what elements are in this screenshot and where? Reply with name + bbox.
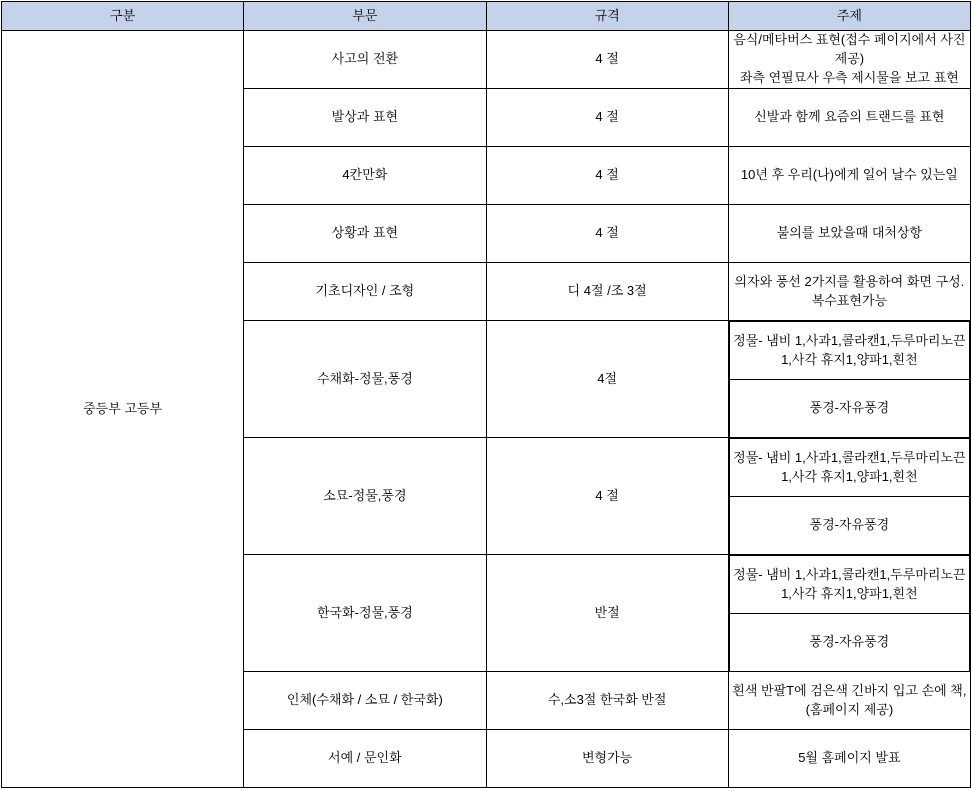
table-row	[2, 31, 971, 89]
spec-cell-3: 4 절	[486, 205, 728, 263]
category-cell	[2, 31, 244, 788]
spec-cell-1: 4 절	[486, 89, 728, 147]
spec-line: 수,소3절	[547, 692, 597, 708]
part-cell-8: 인체(수채화 / 소묘 / 한국화)	[244, 672, 486, 730]
competition-table-sheet	[0, 1, 972, 791]
topic-split-table	[729, 438, 970, 554]
part-cell-6: 소묘-정물,풍경	[244, 438, 486, 555]
topic-line: 정물- 냄비 1,사과1,콜라캔1,두루마리노끈1,사각 휴지1,양파1,흰천	[729, 322, 969, 380]
topic-split-row	[729, 556, 969, 614]
topic-cell-9	[728, 730, 970, 788]
topic-split-row	[729, 439, 969, 497]
topic-cell-2	[728, 147, 970, 205]
topic-cell-0	[728, 31, 970, 89]
topic-cell-1	[728, 89, 970, 147]
header-cell-topic: 주제	[728, 2, 970, 31]
topic-line: 좌측 연필묘사 우측 제시물을 보고 표현	[739, 69, 959, 85]
topic-line: 복수표현가능	[811, 292, 888, 308]
topic-line: 5월 홈페이지 발표	[798, 750, 901, 766]
topic-cell-6	[728, 438, 970, 555]
topic-split-row	[729, 380, 969, 438]
topic-cell-4	[728, 263, 970, 321]
topic-line: 흰색 반팔T에 검은색 긴바지 입고 손에 책,(홈페이지 제공)	[732, 682, 967, 717]
topic-line: 풍경-자유풍경	[729, 614, 969, 672]
topic-line: 정물- 냄비 1,사과1,콜라캔1,두루마리노끈1,사각 휴지1,양파1,흰천	[729, 556, 969, 614]
category-line-2: 고등부	[124, 400, 163, 416]
topic-line: 신발과 함께 요즘의 트랜드를 표현	[754, 109, 945, 125]
table-body	[2, 31, 971, 788]
topic-cell-5	[728, 321, 970, 438]
part-cell-9: 서예 / 문인화	[244, 730, 486, 788]
competition-table	[1, 1, 971, 788]
spec-cell-2: 4 절	[486, 147, 728, 205]
topic-split-row	[729, 614, 969, 672]
topic-line: 풍경-자유풍경	[729, 380, 969, 438]
part-cell-1: 발상과 표현	[244, 89, 486, 147]
spec-cell-5: 4절	[486, 321, 728, 438]
topic-split-table	[729, 321, 970, 437]
spec-line: 한국화 반절	[600, 692, 667, 708]
part-cell-5: 수채화-정물,풍경	[244, 321, 486, 438]
topic-line: 의자와 풍선 2가지를 활용하여 화면 구성.	[734, 273, 965, 289]
topic-cell-3	[728, 205, 970, 263]
header-cell-spec: 규격	[486, 2, 728, 31]
topic-split-row	[729, 497, 969, 555]
table-header	[2, 2, 971, 31]
part-cell-0: 사고의 전환	[244, 31, 486, 89]
part-cell-3: 상황과 표현	[244, 205, 486, 263]
topic-split-row	[729, 322, 969, 380]
spec-cell-4: 디 4절 /조 3절	[486, 263, 728, 321]
topic-line: 정물- 냄비 1,사과1,콜라캔1,두루마리노끈1,사각 휴지1,양파1,흰천	[729, 439, 969, 497]
topic-split-table	[729, 555, 970, 671]
topic-line: 음식/메타버스 표현(접수 페이지에서 사진제공)	[733, 32, 966, 67]
spec-cell-8	[486, 672, 728, 730]
category-line-1: 중등부	[83, 400, 121, 416]
topic-cell-7	[728, 555, 970, 672]
spec-cell-9: 변형가능	[486, 730, 728, 788]
table-header-row	[2, 2, 971, 31]
header-cell-category: 구분	[2, 2, 244, 31]
topic-cell-8	[728, 672, 970, 730]
topic-line: 10년 후 우리(나)에게 일어 날수 있는일	[740, 167, 958, 183]
topic-line: 불의를 보았을때 대처상항	[776, 225, 923, 241]
spec-cell-6: 4 절	[486, 438, 728, 555]
spec-cell-0: 4 절	[486, 31, 728, 89]
spec-cell-7: 반절	[486, 555, 728, 672]
part-cell-4: 기초디자인 / 조형	[244, 263, 486, 321]
header-cell-part: 부문	[244, 2, 486, 31]
topic-line: 풍경-자유풍경	[729, 497, 969, 555]
part-cell-7: 한국화-정물,풍경	[244, 555, 486, 672]
part-cell-2: 4칸만화	[244, 147, 486, 205]
